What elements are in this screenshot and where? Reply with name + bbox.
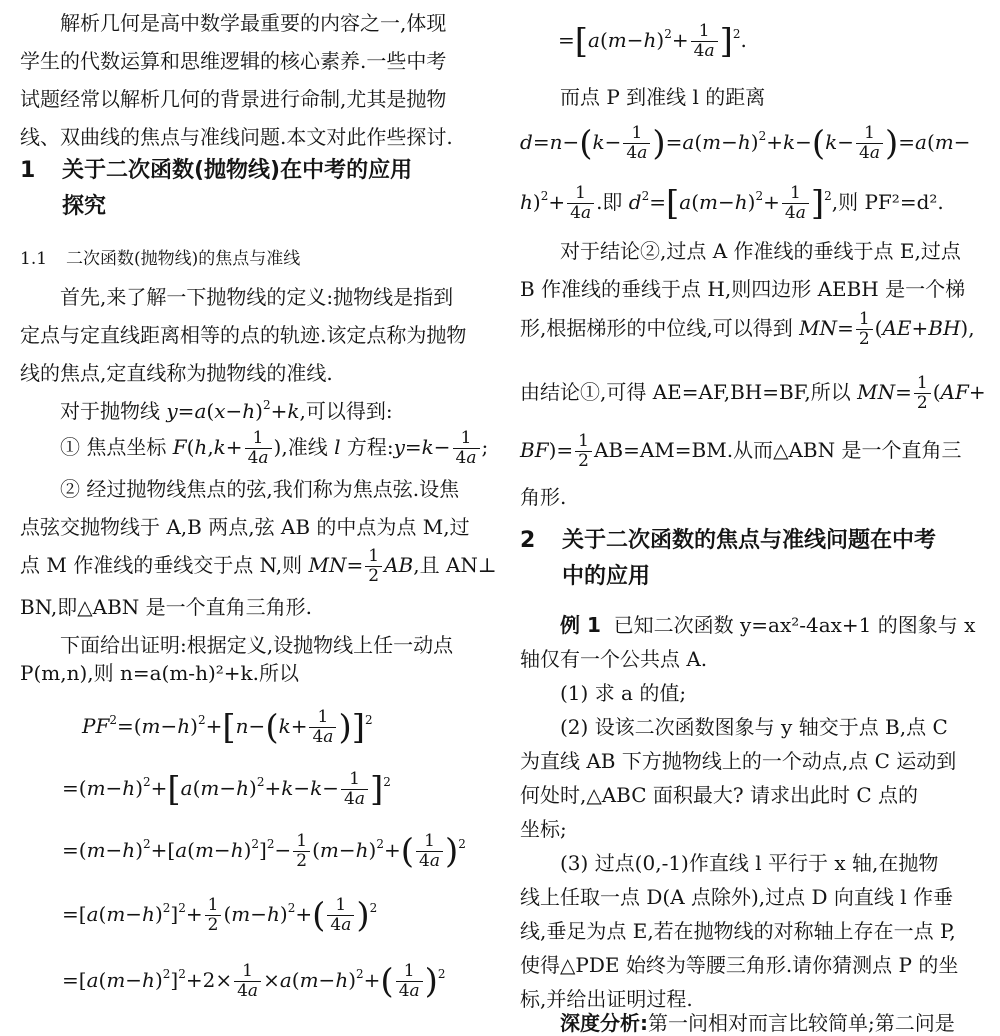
def-line: 定点与定直线距离相等的点的轨迹.该定点称为抛物	[20, 323, 467, 347]
concl-line: BF)= $\frac{1}{2}$ AB=AM=BM.从而△ABN 是一个直角三	[520, 431, 962, 471]
question-line: 线,垂足为点 E,若在抛物线的对称轴上存在一点 P,	[520, 919, 956, 943]
question-line: 线上任取一点 D(A 点除外),过点 D 向直线 l 作垂	[520, 885, 954, 909]
text: 对于抛物线	[60, 399, 160, 423]
example-line: 轴仅有一个公共点 A.	[520, 647, 708, 671]
section-title-cont: 探究	[62, 194, 107, 219]
item2-line: ② 经过抛物线焦点的弦,我们称为焦点弦.设焦	[60, 477, 460, 501]
concl-line: 对于结论②,过点 A 作准线的垂线于点 E,过点	[560, 239, 961, 263]
equation: $=[a(m-h)^2]^2+2\times$ $\frac{1}{4a}$ $\times a(m-h)^2+$( $\frac{1}{4a}$ )$^2$	[62, 961, 446, 1002]
intro-line: 学生的代数运算和思维逻辑的核心素养.一些中考	[20, 49, 447, 73]
def-line: 首先,来了解一下抛物线的定义:抛物线是指到	[60, 285, 454, 309]
item2-line: 点弦交抛物线于 A,B 两点,弦 AB 的中点为点 M,过	[20, 515, 470, 539]
equation: $=(m-h)^2+[a(m-h)^2]^2-$ $\frac{1}{2}$ $(m-h)^2+$( $\frac{1}{4a}$ )$^2$	[62, 831, 466, 872]
section-heading	[520, 528, 988, 554]
text: ,准线	[281, 435, 328, 459]
text: 由结论①,可得 AE=AF,BH=BF,所以	[520, 380, 851, 404]
subsection-title: 二次函数(抛物线)的焦点与准线	[66, 249, 301, 269]
fraction: $\frac{1}{4a}$	[453, 429, 480, 468]
text: ,可以得到:	[299, 399, 393, 423]
concl-line: 由结论①,可得 AE=AF,BH=BF,所以 MN= $\frac{1}{2}$ (AF+	[520, 373, 986, 413]
text: 第一问相对而言比较简单;第二问是	[648, 1011, 955, 1035]
analysis-line	[520, 1010, 988, 1036]
text: 已知二次函数 y=ax²-4ax+1 的图象与 x	[613, 613, 976, 637]
question-line: 何处时,△ABC 面积最大? 请求出此时 C 点的	[520, 783, 919, 807]
question-line: 为直线 AB 下方抛物线上的一个动点,点 C 运动到	[520, 749, 957, 773]
analysis-label: 深度分析:	[560, 1011, 648, 1035]
text: AB=AM=BM.从而△ABN 是一个直角三	[593, 438, 962, 462]
question-line: (2) 设该二次函数图象与 y 轴交于点 B,点 C	[560, 715, 948, 739]
section-heading	[20, 158, 490, 184]
text: ,且 AN⊥	[413, 553, 497, 577]
question-line: (1) 求 a 的值;	[560, 681, 687, 705]
equation: $=[a(m-h)^2]^2+$ $\frac{1}{2}$ $(m-h)^2+$( $\frac{1}{4a}$ )$^2$	[62, 895, 378, 936]
text: ① 焦点坐标	[60, 435, 167, 459]
subsection-heading	[20, 246, 490, 272]
concl-line: 形,根据梯形的中位线,可以得到 MN= $\frac{1}{2}$ (AE+BH),	[520, 309, 975, 349]
subsection-number: 1.1	[20, 249, 48, 269]
section-title: 关于二次函数的焦点与准线问题在中考	[562, 528, 937, 553]
item2-line: BN,即△ABN 是一个直角三角形.	[20, 595, 313, 619]
intro-line: 试题经常以解析几何的背景进行命制,尤其是抛物	[20, 87, 447, 111]
section-title-cont: 中的应用	[562, 564, 651, 589]
question-line: (3) 过点(0,-1)作直线 l 平行于 x 轴,在抛物	[560, 851, 939, 875]
text: ,则 PF²=d².	[831, 190, 944, 214]
question-line: 标,并给出证明过程.	[520, 987, 693, 1011]
equation: $PF^2=(m-h)^2+[n-(k+$ $\frac{1}{4a}$ )]$^2$	[82, 707, 373, 748]
equation: d=n−(k− $\frac{1}{4a}$ )$=a(m-h)^2+k-(k-$ $\frac{1}{4a}$ )=a(m−	[520, 123, 971, 164]
text: 点 M 作准线的垂线交于点 N,则	[20, 553, 303, 577]
parabola-line: 对于抛物线 $y=a(x-h)^2+k$,可以得到:	[60, 398, 393, 423]
example-line	[520, 612, 988, 638]
intro-line: 解析几何是高中数学最重要的内容之一,体现	[60, 11, 447, 35]
section-number: 2	[520, 528, 536, 553]
section-title: 关于二次函数(抛物线)在中考的应用	[62, 158, 413, 183]
section-number: 1	[20, 158, 36, 183]
fraction: $\frac{1}{4a}$	[245, 429, 272, 468]
concl-line: B 作准线的垂线于点 H,则四边形 AEBH 是一个梯	[520, 277, 966, 301]
def-line: 线的焦点,定直线称为抛物线的准线.	[20, 361, 333, 385]
question-line: 使得△PDE 始终为等腰三角形.请你猜测点 P 的坐	[520, 953, 959, 977]
equation: h)$^2$+ $\frac{1}{4a}$ .即 $d^2=[a(m-h)^2+$ $\frac{1}{4a}$ ]$^2$,则 PF²=d².	[520, 183, 944, 224]
dist-line: 而点 P 到准线 l 的距离	[560, 85, 766, 109]
fraction: $\frac{1}{2}$	[365, 547, 382, 586]
equation: $=(m-h)^2+[a(m-h)^2+k-k-$ $\frac{1}{4a}$ ]$^2$	[62, 769, 391, 810]
text: 形,根据梯形的中位线,可以得到	[520, 316, 793, 340]
intro-line: 线、双曲线的焦点与准线问题.本文对此作些探讨.	[20, 125, 453, 149]
item1-line: ① 焦点坐标 F(h,k+ $\frac{1}{4a}$ ),准线 l 方程:y=k− $\frac{1}{4a}$ ;	[60, 428, 489, 468]
concl-line: 角形.	[520, 485, 567, 509]
text: 方程:	[346, 435, 394, 459]
item2-line: 点 M 作准线的垂线交于点 N,则 MN= $\frac{1}{2}$ AB,且 AN⊥	[20, 546, 497, 586]
example-label: 例 1	[560, 613, 601, 637]
proof-line: P(m,n),则 n=a(m-h)²+k.所以	[20, 661, 300, 685]
question-line: 坐标;	[520, 817, 567, 841]
proof-line: 下面给出证明:根据定义,设抛物线上任一动点	[60, 633, 454, 657]
equation: $=[a(m-h)^2+$ $\frac{1}{4a}$ ]$^2$.	[558, 21, 747, 62]
